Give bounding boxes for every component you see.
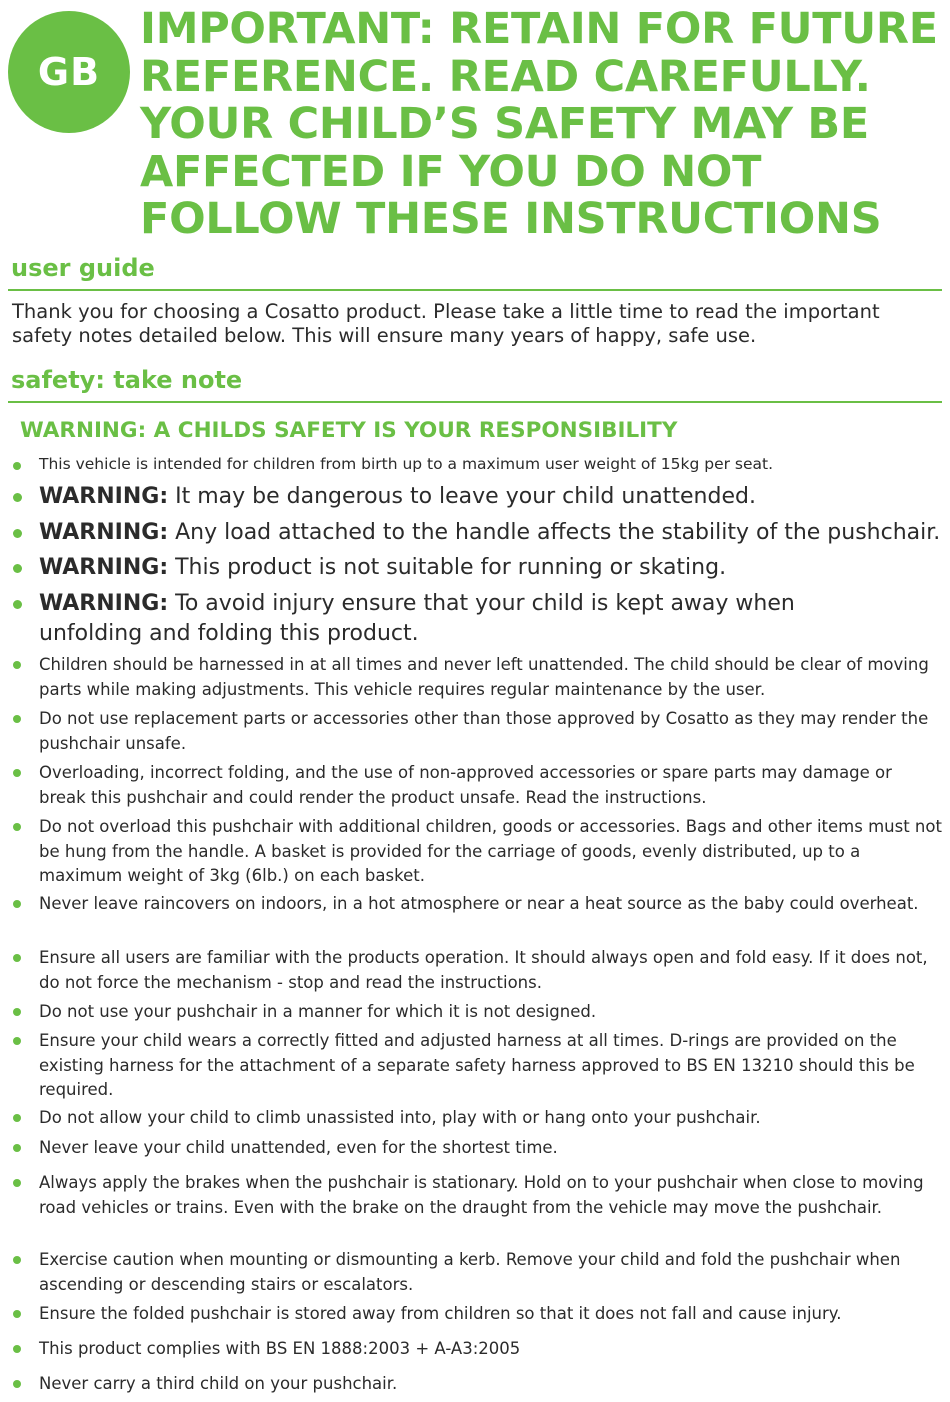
warning-label: WARNING: — [39, 555, 169, 580]
bullet — [13, 900, 21, 908]
warning-item — [39, 589, 850, 649]
list-item — [39, 454, 942, 474]
item-text: Any load attached to the handle affects the stability of the pushchair. — [168, 520, 941, 545]
warning-label: WARNING: — [39, 591, 169, 616]
safety-heading: safety: take note — [11, 366, 243, 394]
list-item — [39, 1248, 942, 1297]
list-item — [39, 815, 942, 889]
list-item — [39, 1136, 942, 1161]
item-text: Overloading, incorrect folding, and the use of non-approved accessories or spare parts may damage or break this pushchair and could render the product unsafe. Read the instructions. — [39, 763, 892, 807]
warning-label: WARNING: — [39, 520, 169, 545]
headline-line: FOLLOW THESE INSTRUCTIONS — [140, 194, 882, 244]
headline-line: AFFECTED IF YOU DO NOT — [140, 146, 762, 197]
bullet — [13, 769, 21, 777]
item-text: It may be dangerous to leave your child unattended. — [168, 484, 756, 509]
item-text: Always apply the brakes when the pushchair is stationary. Hold on to your pushchair when close to moving road vehicles or trains. Even with the brake on the draught from the vehicle may move the pushchair. — [39, 1173, 924, 1217]
headline-line: IMPORTANT: RETAIN FOR FUTURE — [140, 4, 938, 54]
warning-heading: WARNING: A CHILDS SAFETY IS YOUR RESPONSIBILITY — [20, 418, 678, 443]
bullet — [13, 823, 21, 831]
warning-item — [39, 553, 942, 583]
warning-item — [39, 518, 942, 548]
item-text: Exercise caution when mounting or dismounting a kerb. Remove your child and fold the pushchair when ascending or descending stairs or escalators. — [39, 1250, 901, 1294]
item-text: Ensure all users are familiar with the products operation. It should always open and fold easy. If it does not, do not force the mechanism - stop and read the instructions. — [39, 948, 928, 992]
list-item — [39, 707, 942, 756]
item-text: Never leave raincovers on indoors, in a hot atmosphere or near a heat source as the baby could overheat. — [39, 894, 919, 913]
item-text: Do not allow your child to climb unassisted into, play with or hang onto your pushchair. — [39, 1108, 761, 1127]
bullet — [13, 1008, 21, 1016]
country-badge: GB — [8, 11, 130, 133]
bullet — [13, 661, 21, 669]
bullet — [13, 1179, 21, 1187]
list-item — [39, 1029, 942, 1103]
item-text: This vehicle is intended for children from birth up to a maximum user weight of 15kg per seat. — [39, 455, 774, 473]
user-guide-heading: user guide — [11, 254, 155, 282]
list-item — [39, 1337, 942, 1362]
item-text: Children should be harnessed in at all times and never left unattended. The child should be clear of moving parts while making adjustments. This vehicle requires regular maintenance by the user. — [39, 655, 929, 699]
bullet — [13, 1114, 21, 1122]
warning-label: WARNING: — [39, 484, 169, 509]
bullet — [13, 564, 22, 573]
headline-line: YOUR CHILD’S SAFETY MAY BE — [140, 99, 869, 149]
bullet — [13, 1256, 21, 1264]
item-text: This product complies with BS EN 1888:2003 + A-A3:2005 — [39, 1339, 521, 1358]
item-text: Never carry a third child on your pushchair. — [39, 1374, 398, 1393]
bullet — [13, 1310, 21, 1318]
headline-line: REFERENCE. READ CAREFULLY. — [140, 51, 871, 102]
divider — [8, 289, 942, 291]
item-text: Do not use replacement parts or accessories other than those approved by Cosatto as they may render the pushchair unsafe. — [39, 709, 929, 753]
intro-paragraph: Thank you for choosing a Cosatto product. Please take a little time to read the important safety notes detailed below. This will ensure many years of happy, safe use. — [12, 300, 880, 347]
bullet — [13, 1037, 21, 1045]
bullet — [13, 600, 22, 609]
bullet — [13, 529, 22, 538]
list-item — [39, 1000, 942, 1025]
list-item — [39, 1106, 942, 1131]
item-text: Do not overload this pushchair with additional children, goods or accessories. Bags and other items must not be hung from the handle. A basket is provided for the carriage of goods, evenly distributed, up to a maximum weight of 3kg (6lb.) on each basket. — [39, 817, 942, 885]
item-text: Never leave your child unattended, even for the shortest time. — [39, 1138, 558, 1157]
list-item — [39, 1302, 942, 1327]
list-item — [39, 892, 942, 917]
item-text: Do not use your pushchair in a manner for which it is not designed. — [39, 1002, 597, 1021]
bullet — [13, 1380, 21, 1388]
divider — [8, 401, 942, 403]
list-item — [39, 946, 942, 995]
list-item — [39, 761, 942, 810]
item-text: Ensure the folded pushchair is stored away from children so that it does not fall and cause injury. — [39, 1304, 842, 1323]
list-item — [39, 1171, 942, 1220]
warning-item — [39, 482, 942, 512]
list-item — [39, 1372, 942, 1397]
item-text: This product is not suitable for running or skating. — [168, 555, 727, 580]
bullet — [13, 1144, 21, 1152]
bullet — [13, 715, 21, 723]
bullet — [13, 462, 21, 470]
item-text: To avoid injury ensure that your child is kept away when unfolding and folding this product. — [39, 591, 795, 646]
bullet — [13, 493, 22, 502]
headline — [140, 6, 945, 244]
item-text: Ensure your child wears a correctly fitted and adjusted harness at all times. D-rings are provided on the existing harness for the attachment of a separate safety harness approved to BS EN 13210 should this be required. — [39, 1031, 915, 1099]
bullet — [13, 1345, 21, 1353]
bullet — [13, 954, 21, 962]
list-item — [39, 653, 942, 702]
